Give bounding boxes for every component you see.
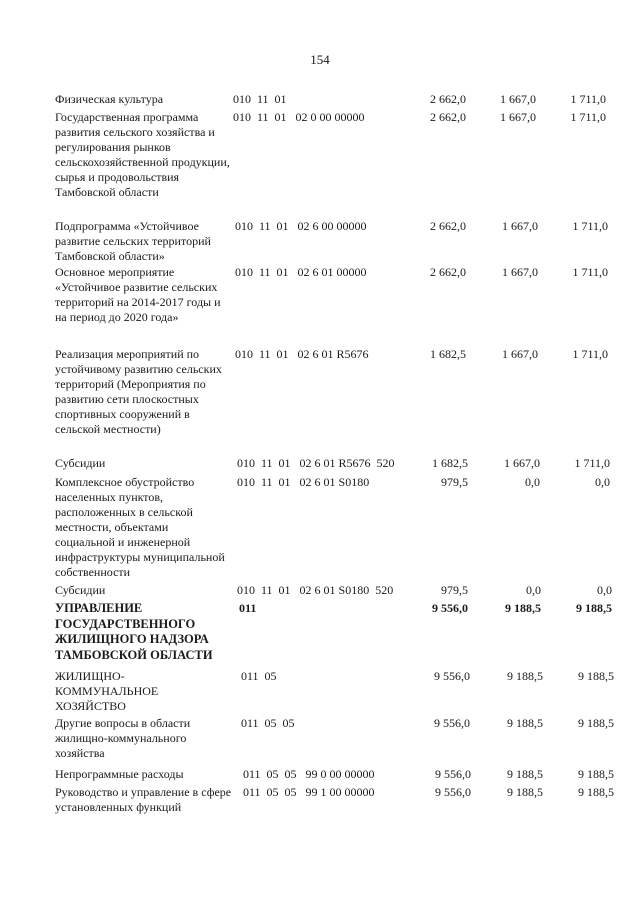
row-value-2: 9 188,5 <box>505 601 541 615</box>
row-name: Реализация мероприятий по устойчивому развитию сельских территорий (Мероприятия по развитию сети плоскостных спортивных сооружений в сельской местности) <box>55 347 222 436</box>
row-code: 011 05 <box>241 669 277 683</box>
row-value-1: 979,5 <box>441 475 468 489</box>
row-code: 011 <box>239 601 257 615</box>
row-value-3: 1 711,0 <box>572 219 608 233</box>
row-value-2: 9 188,5 <box>507 716 543 730</box>
row-value-2: 1 667,0 <box>502 219 538 233</box>
row-value-2: 0,0 <box>526 583 541 597</box>
row-value-1: 2 662,0 <box>430 219 466 233</box>
row-value-1: 9 556,0 <box>434 669 470 683</box>
row-value-2: 1 667,0 <box>500 110 536 124</box>
row-value-1: 1 682,5 <box>430 347 466 361</box>
row-value-3: 9 188,5 <box>578 785 614 799</box>
row-name: Физическая культура <box>55 92 164 106</box>
row-code: 010 11 01 <box>233 92 287 106</box>
row-code: 010 11 01 02 6 01 S0180 <box>237 475 370 489</box>
row-name: Основное мероприятие «Устойчивое развитие сельских территорий на 2014-2017 годы и на период до 2020 года» <box>55 265 221 324</box>
row-name: Другие вопросы в области жилищно-коммунального хозяйства <box>55 716 191 760</box>
row-value-3: 9 188,5 <box>576 601 612 615</box>
row-value-2: 9 188,5 <box>507 785 543 799</box>
row-value-3: 0,0 <box>595 475 610 489</box>
row-name: Руководство и управление в сфере установленных функций <box>55 785 232 814</box>
row-value-1: 9 556,0 <box>435 767 471 781</box>
row-code: 010 11 01 02 6 01 00000 <box>235 265 367 279</box>
row-code: 010 11 01 02 6 01 S0180 520 <box>237 583 394 597</box>
row-value-2: 1 667,0 <box>504 456 540 470</box>
row-name: Государственная программа развития сельского хозяйства и регулирования рынков сельскохозяйственной продукции, сырья и продовольствия Тамбовской области <box>55 110 230 199</box>
row-value-3: 1 711,0 <box>574 456 610 470</box>
row-value-2: 0,0 <box>525 475 540 489</box>
row-code: 010 11 01 02 6 01 R5676 <box>235 347 369 361</box>
row-name: Субсидии <box>55 583 106 597</box>
row-value-1: 2 662,0 <box>430 92 466 106</box>
row-code: 011 05 05 <box>241 716 295 730</box>
row-value-3: 9 188,5 <box>578 767 614 781</box>
row-value-3: 1 711,0 <box>570 110 606 124</box>
row-code: 010 11 01 02 0 00 00000 <box>233 110 365 124</box>
row-value-1: 9 556,0 <box>434 716 470 730</box>
row-name: Непрограммные расходы <box>55 767 184 781</box>
row-value-1: 979,5 <box>441 583 468 597</box>
row-value-1: 2 662,0 <box>430 110 466 124</box>
row-value-3: 1 711,0 <box>570 92 606 106</box>
row-name: Субсидии <box>55 456 106 470</box>
row-code: 010 11 01 02 6 01 R5676 520 <box>237 456 395 470</box>
section-heading: УПРАВЛЕНИЕ ГОСУДАРСТВЕННОГО ЖИЛИЩНОГО НАДЗОРА ТАМБОВСКОЙ ОБЛАСТИ <box>55 601 213 662</box>
row-value-2: 1 667,0 <box>500 92 536 106</box>
row-value-2: 1 667,0 <box>502 347 538 361</box>
row-code: 011 05 05 99 0 00 00000 <box>243 767 375 781</box>
row-value-3: 9 188,5 <box>578 669 614 683</box>
row-value-2: 1 667,0 <box>502 265 538 279</box>
row-name: ЖИЛИЩНО-КОММУНАЛЬНОЕ ХОЗЯЙСТВО <box>55 669 159 713</box>
page-number: 154 <box>310 52 330 67</box>
row-value-1: 1 682,5 <box>432 456 468 470</box>
row-name: Подпрограмма «Устойчивое развитие сельских территорий Тамбовской области» <box>55 219 211 263</box>
row-value-1: 2 662,0 <box>430 265 466 279</box>
row-code: 011 05 05 99 1 00 00000 <box>243 785 375 799</box>
row-value-3: 0,0 <box>597 583 612 597</box>
row-value-3: 1 711,0 <box>572 265 608 279</box>
row-value-2: 9 188,5 <box>507 767 543 781</box>
row-value-1: 9 556,0 <box>435 785 471 799</box>
row-value-3: 9 188,5 <box>578 716 614 730</box>
row-value-3: 1 711,0 <box>572 347 608 361</box>
row-code: 010 11 01 02 6 00 00000 <box>235 219 367 233</box>
row-value-2: 9 188,5 <box>507 669 543 683</box>
row-value-1: 9 556,0 <box>432 601 468 615</box>
row-name: Комплексное обустройство населенных пунктов, расположенных в сельской местности, объектами социальной и инженерной инфраструктуры муниципальной собственности <box>55 475 225 579</box>
